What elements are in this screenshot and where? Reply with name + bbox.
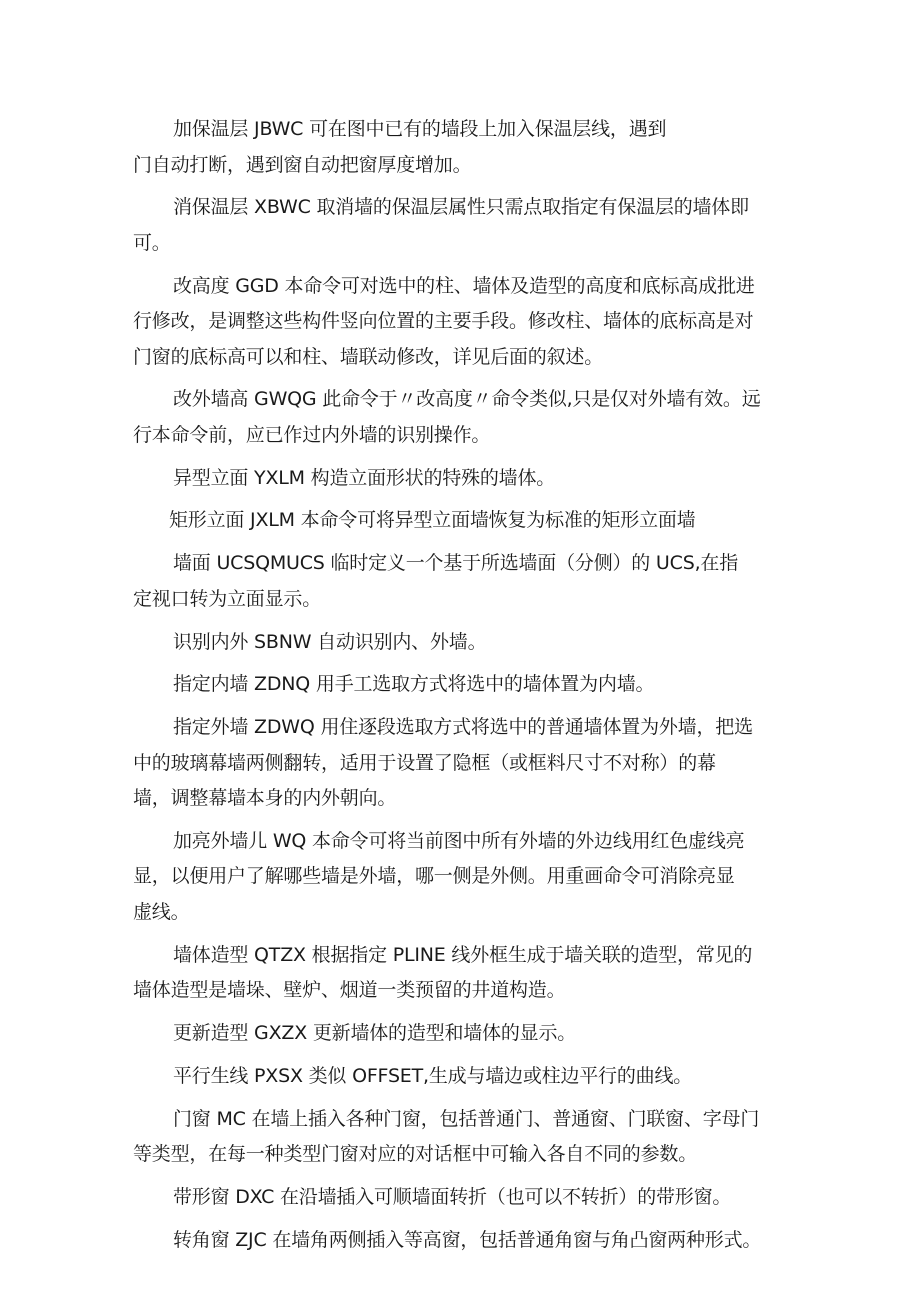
text-line: 更新造型 GXZX 更新墙体的造型和墙体的显示。: [173, 1022, 577, 1045]
text-line: 转角窗 ZJC 在墙角两侧插入等高窗，包括普通角窗与角凸窗两种形式。: [173, 1228, 762, 1251]
paragraph-ggd: [133, 269, 803, 376]
paragraph-zdnq: [133, 667, 803, 703]
text-line: 行修改，是调整这些构件竖向位置的主要手段。修改柱、墙体的底标高是对: [133, 310, 754, 333]
text-line: 门窗 MC 在墙上插入各种门窗，包括普通门、普通窗、门联窗、字母门: [173, 1107, 760, 1130]
text-line: 定视口转为立面显示。: [133, 587, 322, 610]
text-line: 墙体造型 QTZX 根据指定 PLINE 线外框生成于墙关联的造型，常见的: [173, 943, 753, 966]
paragraph-jbwc: [133, 112, 803, 183]
paragraph-ucsqm: [133, 546, 803, 617]
text-line: 矩形立面 JXLM 本命令可将异型立面墙恢复为标准的矩形立面墙: [169, 509, 696, 532]
text-line: 墙面 UCSQMUCS 临时定义一个基于所选墙面（分侧）的 UCS,在指: [173, 552, 739, 575]
text-line: 消保温层 XBWC 取消墙的保温层属性只需点取指定有保温层的墙体即: [173, 196, 749, 219]
text-line: 等类型，在每一种类型门窗对应的对话框中可输入各自不同的参数。: [133, 1143, 698, 1166]
text-line: 墙体造型是墙垛、壁炉、烟道一类预留的井道构造。: [133, 979, 566, 1002]
paragraph-qtzx: [133, 938, 803, 1009]
paragraph-sbnw: [133, 625, 803, 661]
paragraph-mc: [133, 1102, 803, 1173]
paragraph-zdwq: [133, 710, 803, 817]
paragraph-zjc: [133, 1223, 803, 1259]
paragraph-pxsx: [133, 1059, 803, 1095]
text-line: 加保温层 JBWC 可在图中已有的墙段上加入保温层线，遇到: [173, 118, 667, 140]
text-line: 改高度 GGD 本命令可对选中的柱、墙体及造型的高度和底标高成批进: [173, 274, 755, 297]
paragraph-wq: [133, 824, 803, 931]
text-line: 中的玻璃幕墙两侧翻转，适用于设置了隐框（或框料尺寸不对称）的幕: [133, 751, 716, 774]
text-line: 异型立面 YXLM 构造立面形状的特殊的墙体。: [173, 466, 556, 489]
text-line: 门窗的底标高可以和柱、墙联动修改，详见后面的叙述。: [133, 345, 604, 368]
text-line: 识别内外 SBNW 自动识别内、外墙。: [173, 630, 487, 653]
text-line: 加亮外墙儿 WQ 本命令可将当前图中所有外墙的外边线用红色虚线亮: [173, 829, 745, 852]
paragraph-yxlm: [133, 461, 803, 497]
text-line: 门自动打断，遇到窗自动把窗厚度增加。: [133, 153, 472, 176]
text-line: 带形窗 DXC 在沿墙插入可顺墙面转折（也可以不转折）的带形窗。: [173, 1185, 732, 1208]
paragraph-xbwc: [133, 190, 803, 261]
paragraph-dxc: [133, 1180, 803, 1216]
text-line: 平行生线 PXSX 类似 OFFSET,生成与墙边或柱边平行的曲线。: [173, 1064, 693, 1087]
text-line: 指定外墙 ZDWQ 用住逐段选取方式将选中的普通墙体置为外墙，把选: [173, 716, 753, 739]
document-body: [133, 112, 803, 1266]
paragraph-jxlm: [133, 503, 803, 539]
text-line: 墙，调整幕墙本身的内外朝向。: [133, 787, 397, 810]
text-line: 改外墙高 GWQG 此命令于〃改高度〃命令类似,只是仅对外墙有效。远: [173, 388, 761, 411]
text-line: 虚线。: [133, 900, 190, 923]
paragraph-gxzx: [133, 1016, 803, 1052]
paragraph-gwqg: [133, 382, 803, 453]
text-line: 行本命令前，应已作过内外墙的识别操作。: [133, 423, 491, 446]
text-line: 指定内墙 ZDNQ 用手工选取方式将选中的墙体置为内墙。: [173, 673, 655, 696]
text-line: 显，以便用户了解哪些墙是外墙，哪一侧是外侧。用重画命令可消除亮显: [133, 865, 735, 888]
text-line: 可。: [133, 231, 171, 254]
